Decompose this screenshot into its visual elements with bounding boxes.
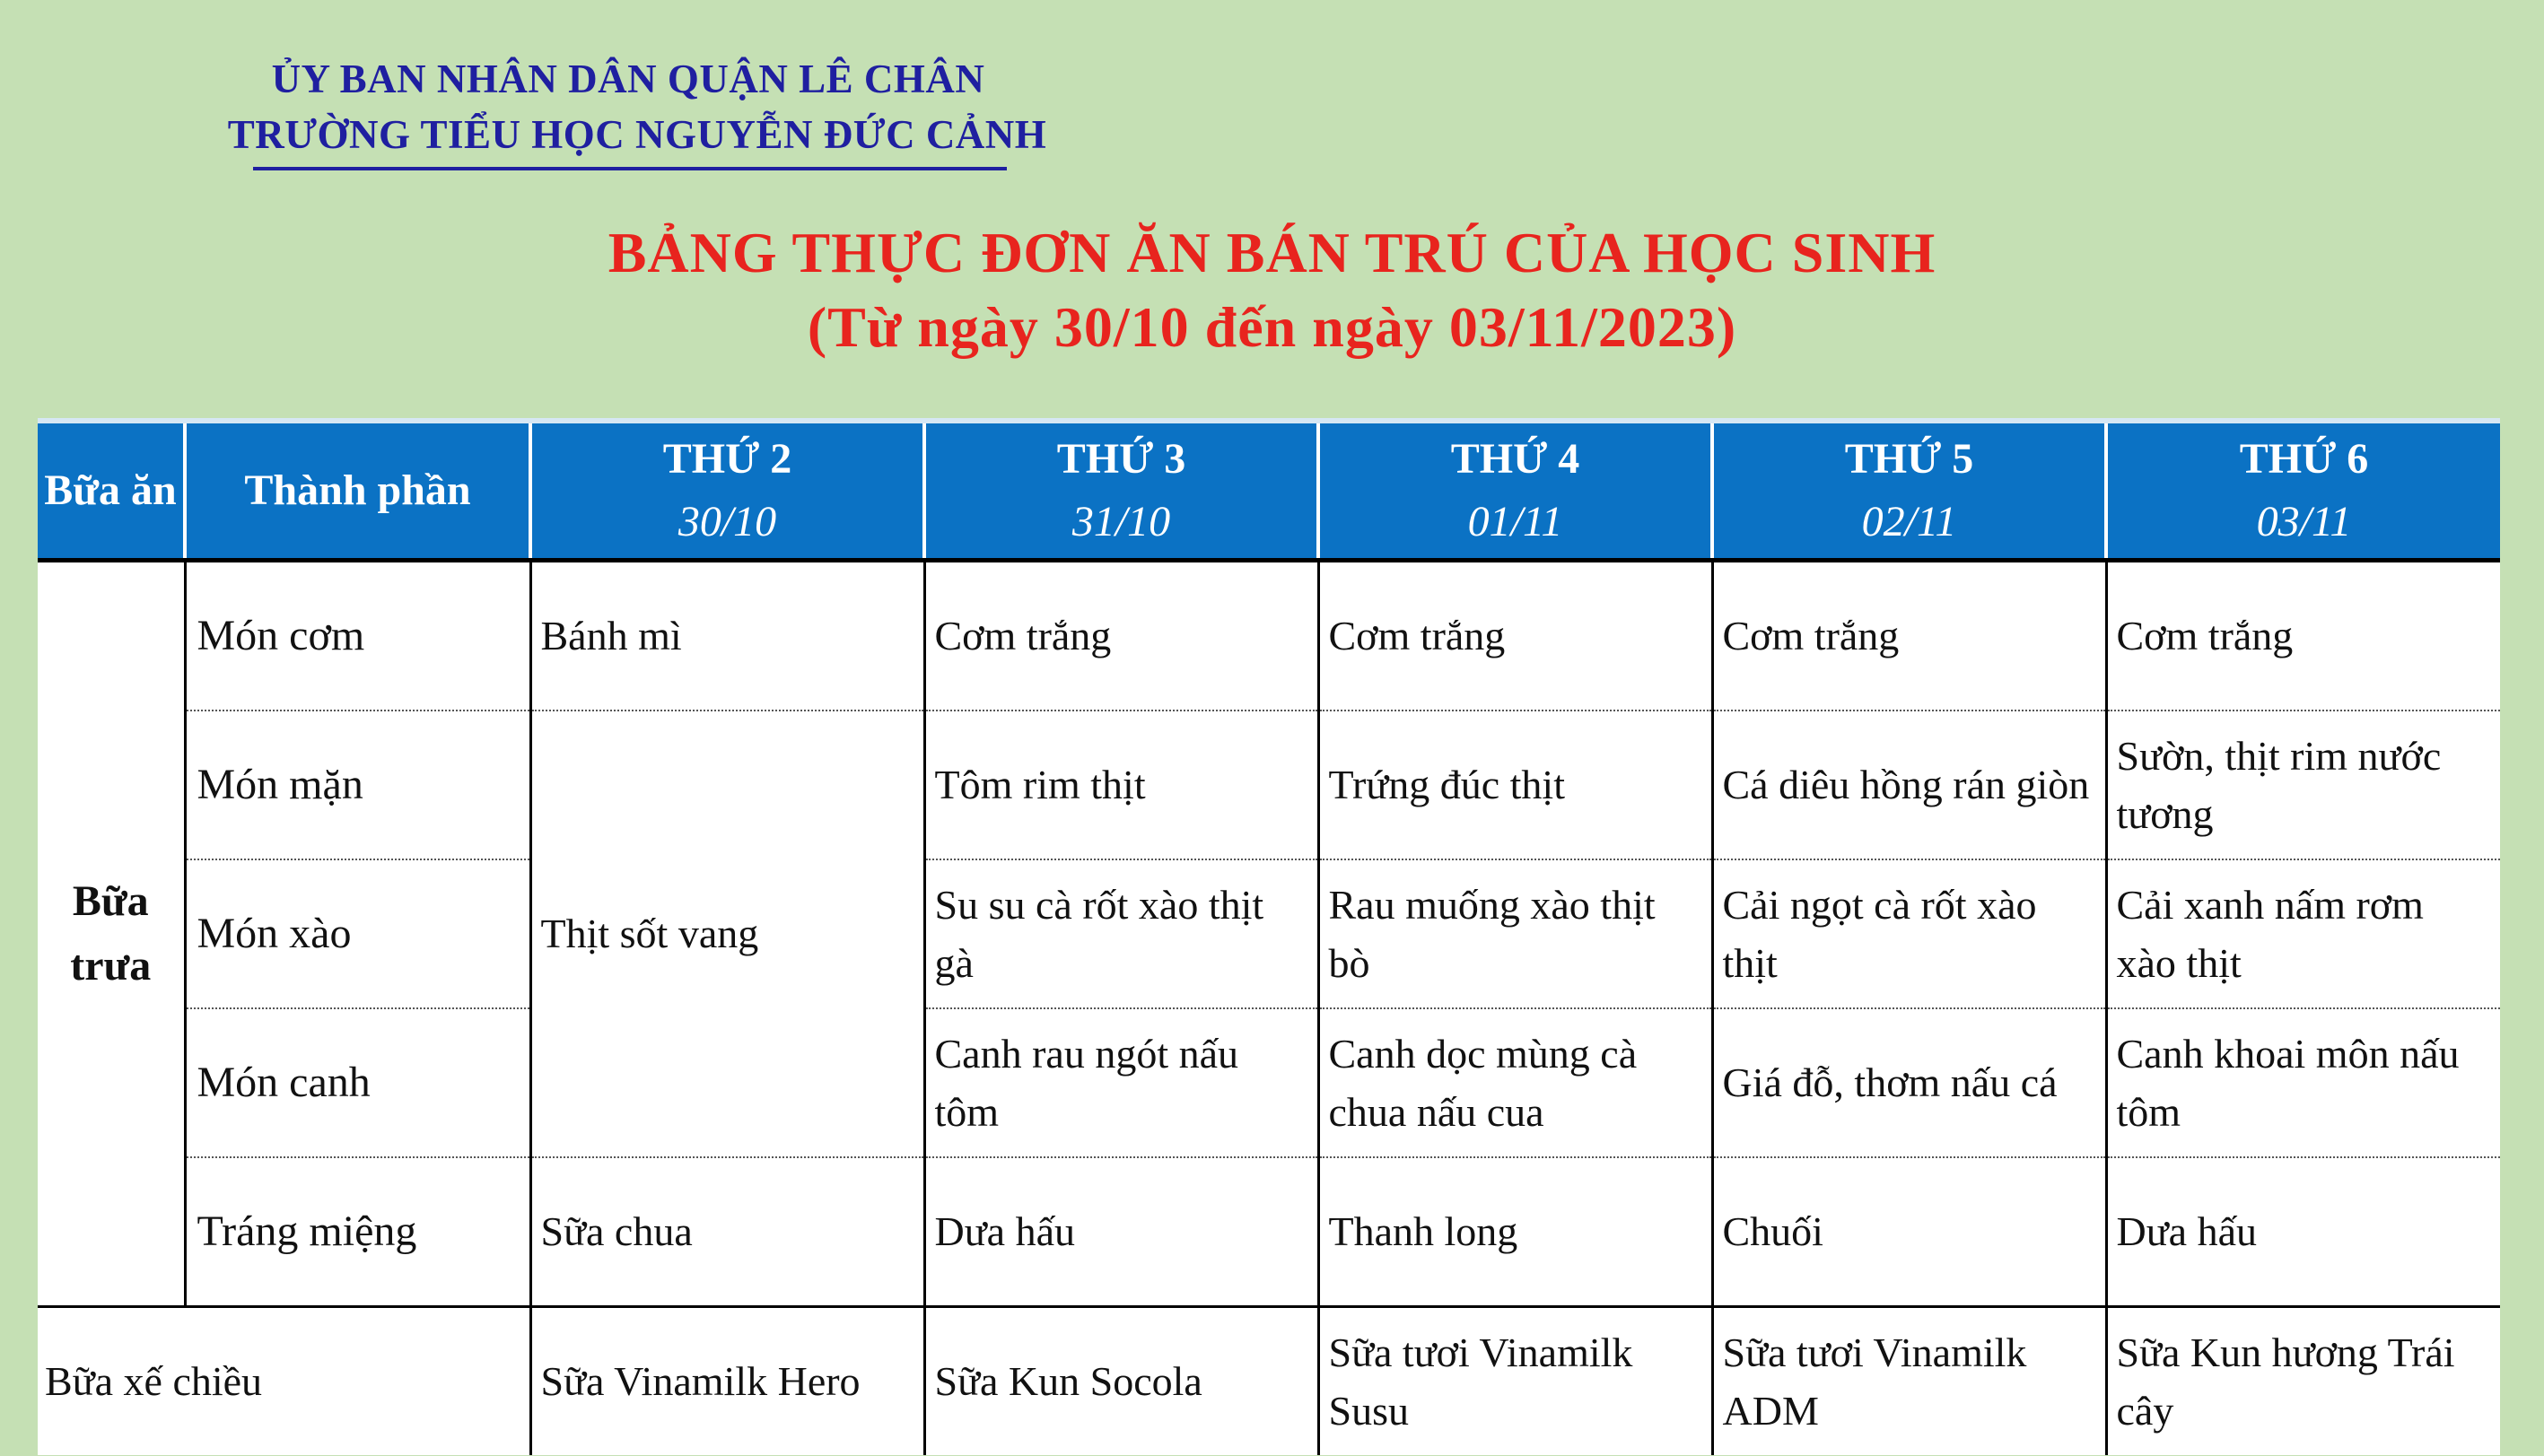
day-name: THỨ 6 <box>2239 435 2369 484</box>
table-row-rice <box>38 561 2500 711</box>
cell-thursday-soup: Giá đỗ, thơm nấu cá <box>1712 1008 2106 1157</box>
cell-wednesday-soup: Canh dọc mùng cà chua nấu cua <box>1318 1008 1712 1157</box>
cell-monday-snack: Sữa Vinamilk Hero <box>530 1307 924 1456</box>
cell-friday-savory: Sườn, thịt rim nước tương <box>2106 711 2500 859</box>
table-row-snack <box>38 1307 2500 1456</box>
cell-wednesday-dessert: Thanh long <box>1318 1157 1712 1307</box>
day-date: 30/10 <box>678 498 777 545</box>
cell-monday-dessert: Sữa chua <box>530 1157 924 1307</box>
day-name: THỨ 4 <box>1450 435 1580 484</box>
cell-wednesday-rice: Cơm trắng <box>1318 561 1712 711</box>
component-stirfry: Món xào <box>185 859 530 1008</box>
day-date: 03/11 <box>2256 498 2352 545</box>
cell-monday-rice: Bánh mì <box>530 561 924 711</box>
cell-wednesday-savory: Trứng đúc thịt <box>1318 711 1712 859</box>
column-header-component <box>185 421 530 561</box>
column-header-monday <box>530 421 924 561</box>
cell-friday-dessert: Dưa hấu <box>2106 1157 2500 1307</box>
cell-thursday-savory: Cá diêu hồng rán giòn <box>1712 711 2106 859</box>
lunch-menu-table <box>38 418 2500 1455</box>
day-name: THỨ 2 <box>662 435 792 484</box>
column-header-friday <box>2106 421 2500 561</box>
table-row-soup <box>38 1008 2500 1157</box>
table-row-savory <box>38 711 2500 859</box>
component-savory: Món mặn <box>185 711 530 859</box>
school-name-heading: TRƯỜNG TIỂU HỌC NGUYỄN ĐỨC CẢNH <box>227 112 1047 157</box>
component-rice: Món cơm <box>185 561 530 711</box>
meal-label-lunch <box>38 561 185 1307</box>
column-header-wednesday <box>1318 421 1712 561</box>
cell-wednesday-stirfry: Rau muống xào thịt bò <box>1318 859 1712 1008</box>
cell-thursday-dessert: Chuối <box>1712 1157 2106 1307</box>
meal-label-lunch-text: Bữa trưa <box>70 877 152 990</box>
component-soup: Món canh <box>185 1008 530 1157</box>
cell-tuesday-savory: Tôm rim thịt <box>924 711 1318 859</box>
cell-tuesday-soup: Canh rau ngót nấu tôm <box>924 1008 1318 1157</box>
meal-label-snack: Bữa xế chiều <box>38 1307 530 1456</box>
menu-title: BẢNG THỰC ĐƠN ĂN BÁN TRÚ CỦA HỌC SINH <box>608 221 1936 284</box>
column-header-meal <box>38 421 185 561</box>
cell-friday-stirfry: Cải xanh nấm rơm xào thịt <box>2106 859 2500 1008</box>
cell-thursday-stirfry: Cải ngọt cà rốt xào thịt <box>1712 859 2106 1008</box>
cell-tuesday-dessert: Dưa hấu <box>924 1157 1318 1307</box>
cell-tuesday-snack: Sữa Kun Socola <box>924 1307 1318 1456</box>
table-header-row <box>38 421 2500 561</box>
district-committee-heading: ỦY BAN NHÂN DÂN QUẬN LÊ CHÂN <box>271 57 985 101</box>
table-row-dessert <box>38 1157 2500 1307</box>
cell-thursday-rice: Cơm trắng <box>1712 561 2106 711</box>
cell-friday-snack: Sữa Kun hương Trái cây <box>2106 1307 2500 1456</box>
day-date: 31/10 <box>1071 498 1171 545</box>
cell-monday-main: Thịt sốt vang <box>530 711 924 1157</box>
column-header-component-label: Thành phần <box>244 466 471 515</box>
cell-tuesday-stirfry: Su su cà rốt xào thịt gà <box>924 859 1318 1008</box>
day-name: THỨ 5 <box>1844 435 1974 484</box>
cell-tuesday-rice: Cơm trắng <box>924 561 1318 711</box>
column-header-meal-label: Bữa ăn <box>44 466 177 515</box>
cell-thursday-snack: Sữa tươi Vinamilk ADM <box>1712 1307 2106 1456</box>
menu-date-range: (Từ ngày 30/10 đến ngày 03/11/2023) <box>807 295 1737 359</box>
day-name: THỨ 3 <box>1056 435 1186 484</box>
component-dessert: Tráng miệng <box>185 1157 530 1307</box>
column-header-tuesday <box>924 421 1318 561</box>
table-row-stirfry <box>38 859 2500 1008</box>
cell-friday-soup: Canh khoai môn nấu tôm <box>2106 1008 2500 1157</box>
cell-friday-rice: Cơm trắng <box>2106 561 2500 711</box>
day-date: 02/11 <box>1861 498 1957 545</box>
cell-wednesday-snack: Sữa tươi Vinamilk Susu <box>1318 1307 1712 1456</box>
day-date: 01/11 <box>1467 498 1563 545</box>
header-underline <box>253 167 1007 170</box>
column-header-thursday <box>1712 421 2106 561</box>
